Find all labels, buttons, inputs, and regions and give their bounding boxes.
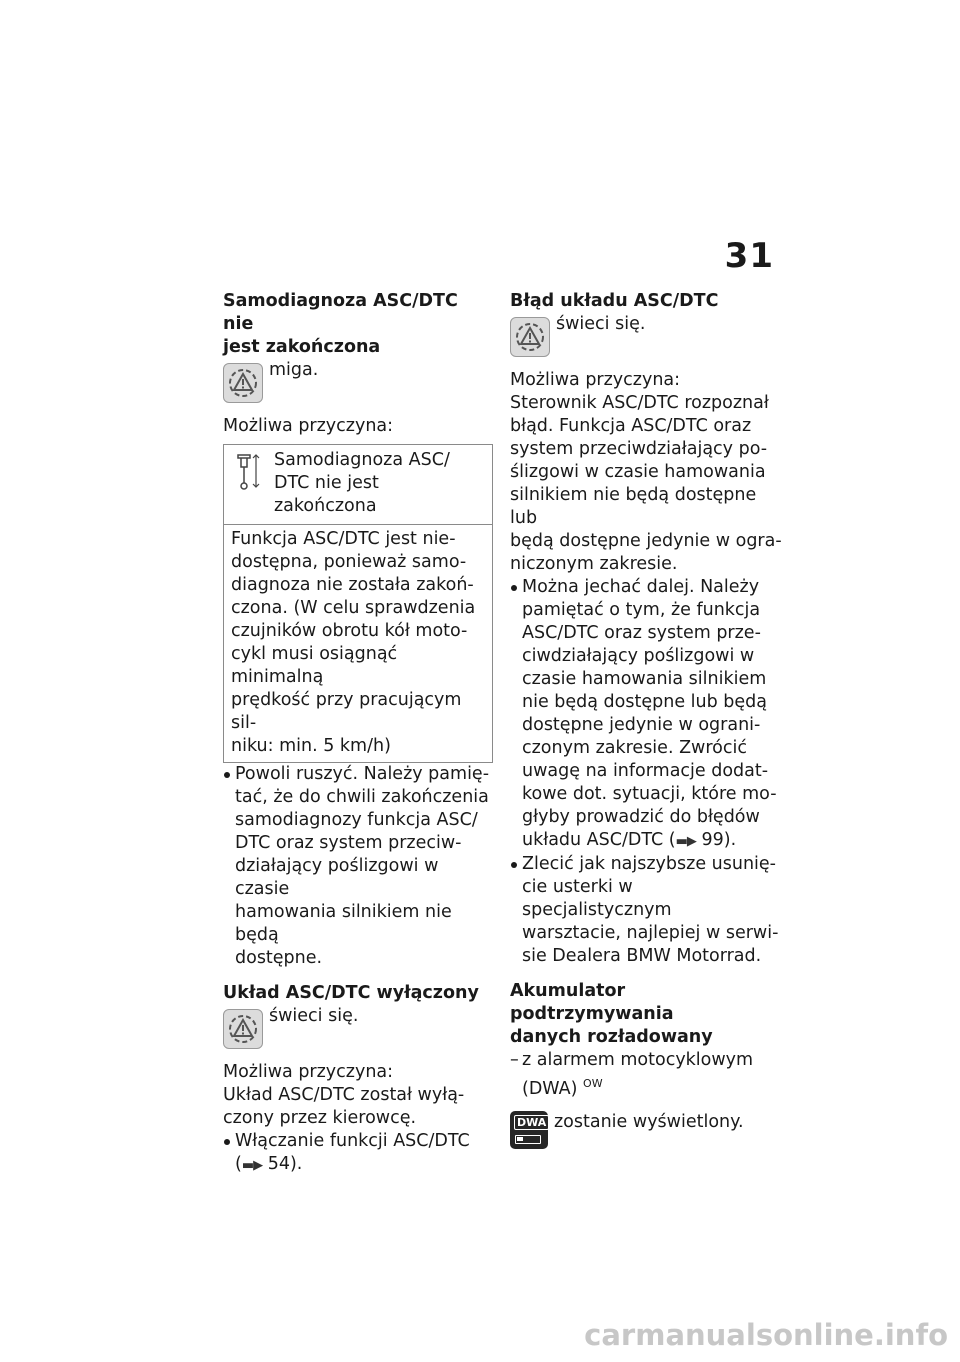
heading-self-diagnosis: Samodiagnoza ASC/DTC nie <box>223 291 458 334</box>
box-title-2: DTC nie jest zakończona <box>274 473 379 516</box>
box-line: niku: min. 5 km/h) <box>231 736 391 756</box>
box-line: diagnoza nie została zakoń- <box>231 575 474 595</box>
box-line: Funkcja ASC/DTC jest nie- <box>231 529 456 549</box>
cause-line: Sterownik ASC/DTC rozpoznał <box>510 393 769 413</box>
cause-label: Możliwa przyczyna: <box>223 416 394 436</box>
dwa-battery-icon: DWA <box>510 1111 548 1149</box>
page-number: 31 <box>724 236 774 276</box>
asc-warning-icon <box>510 317 550 357</box>
cause-label: Możliwa przyczyna: <box>223 1062 394 1082</box>
cause-line: błąd. Funkcja ASC/DTC oraz <box>510 416 752 436</box>
cause-label: Możliwa przyczyna: <box>510 370 681 390</box>
page-ref[interactable]: 99). <box>695 830 737 850</box>
heading-asc-fault: Błąd układu ASC/DTC <box>510 291 719 311</box>
dash-item: – z alarmem motocyklowym (DWA) $^{OW}$ <box>510 1050 754 1099</box>
cause-line: będą dostępne jedynie w ogra- <box>510 531 782 551</box>
variant-code: OW <box>583 1077 603 1090</box>
box-title: Samodiagnoza ASC/ <box>274 450 450 470</box>
cause-line: ślizgowi w czasie hamowania <box>510 462 766 482</box>
box-line: dostępna, ponieważ samo- <box>231 552 467 572</box>
right-column <box>510 290 782 1149</box>
box-line: cykl musi osiągnąć minimalną <box>231 644 398 687</box>
icon-status-text: świeci się. <box>269 1006 359 1026</box>
box-line: czujników obrotu kół moto- <box>231 621 468 641</box>
heading-battery: Akumulator podtrzymywania <box>510 981 674 1024</box>
page-ref-arrow-icon: ▬▶ <box>675 834 696 849</box>
icon-status-text: miga. <box>269 360 319 380</box>
left-column <box>223 290 493 1177</box>
icon-status-text: świeci się. <box>556 314 646 334</box>
bullet-item: Włączanie funkcji ASC/DTC (▬▶ 54). <box>223 1130 493 1177</box>
asc-warning-icon <box>223 1009 263 1049</box>
bullet-item: Powoli ruszyć. Należy pamię- tać, że do chwili zakończenia samodiagnozy funkcja ASC/ DTC oraz system przeciw- działający poślizgowi w czasie hamowania silnikiem nie będą dostępne. <box>223 763 493 970</box>
icon-status-text: zostanie wyświetlony. <box>554 1111 744 1132</box>
heading-self-diagnosis-2: jest zakończona <box>223 337 381 357</box>
heading-asc-off: Układ ASC/DTC wyłączony <box>223 983 479 1003</box>
box-line: prędkość przy pracującym sil- <box>231 690 462 733</box>
box-line: czona. (W celu sprawdzenia <box>231 598 476 618</box>
bullet-item: Można jechać dalej. Należy pamiętać o tym, że funkcja ASC/DTC oraz system prze- ciwdziałający poślizgowi w czasie hamowania silnikiem nie będą dostępne lub będą dostępne jedynie w ograni- czonym zakresie. Zwrócić uwagę na informacje dodat- kowe dot. sytuacji, które mo- głyby prowadzić do błędów układu ASC/DTC (▬▶ 99). <box>510 576 782 853</box>
display-indicator-icon <box>230 449 268 493</box>
cause-line: Układ ASC/DTC został wyłą- <box>223 1085 465 1105</box>
page-ref[interactable]: 54). <box>267 1154 303 1174</box>
asc-warning-icon <box>223 363 263 403</box>
cause-line: system przeciwdziałający po- <box>510 439 768 459</box>
info-box <box>223 444 493 763</box>
heading-battery-2: danych rozładowany <box>510 1027 713 1047</box>
page-ref-arrow-icon: ▬▶ <box>241 1158 263 1173</box>
bullet-item: Zlecić jak najszybsze usunię- cie usterki w specjalistycznym warsztacie, najlepiej w serwi- sie Dealera BMW Motorrad. <box>510 853 782 968</box>
cause-line: czony przez kierowcę. <box>223 1108 417 1128</box>
cause-line: silnikiem nie będą dostępne lub <box>510 485 757 528</box>
watermark: carmanualsonline.info <box>584 1318 948 1352</box>
cause-line: niczonym zakresie. <box>510 554 678 574</box>
